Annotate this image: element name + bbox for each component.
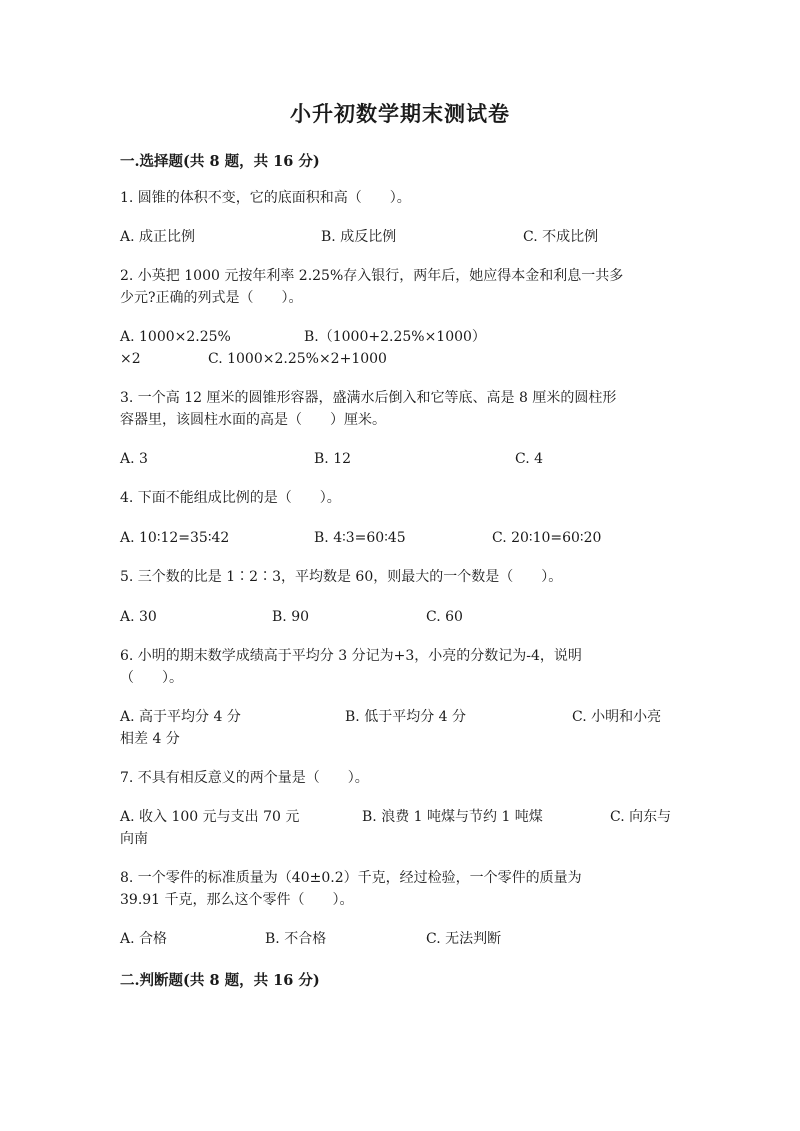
- question-3-option-b: B. 12: [314, 451, 352, 467]
- section-heading-choice: 一.选择题(共 8 题，共 16 分): [120, 153, 320, 170]
- question-6-option-b: B. 低于平均分 4 分: [345, 709, 466, 725]
- question-5-option-c: C. 60: [426, 609, 463, 625]
- question-2-option-a: A. 1000×2.25%: [120, 329, 231, 345]
- question-2-stem-line-2: 少元?正确的列式是（ ）。: [120, 290, 303, 306]
- question-2-stem-line-1: 2. 小英把 1000 元按年利率 2.25%存入银行，两年后，她应得本金和利息一共多: [120, 268, 624, 284]
- question-6-option-c: C. 小明和小亮: [572, 709, 662, 725]
- question-7-option-c: C. 向东与: [610, 809, 672, 825]
- question-6-stem-line-2: （ ）。: [120, 670, 183, 686]
- question-8-stem-line-1: 8. 一个零件的标准质量为（40±0.2）千克，经过检验，一个零件的质量为: [120, 870, 582, 886]
- question-6-option-a: A. 高于平均分 4 分: [120, 709, 241, 725]
- question-1-stem: 1. 圆锥的体积不变，它的底面积和高（ ）。: [120, 190, 411, 206]
- question-4-option-c: C. 20∶10=60∶20: [492, 530, 602, 546]
- question-6-stem-line-1: 6. 小明的期末数学成绩高于平均分 3 分记为+3，小亮的分数记为-4，说明: [120, 648, 582, 664]
- question-8-option-c: C. 无法判断: [426, 931, 502, 947]
- section-heading-judgement: 二.判断题(共 8 题，共 16 分): [120, 972, 320, 989]
- question-4-stem: 4. 下面不能组成比例的是（ ）。: [120, 490, 341, 506]
- question-1-option-c: C. 不成比例: [523, 229, 599, 245]
- question-3-option-c: C. 4: [515, 451, 544, 467]
- question-7-stem: 7. 不具有相反意义的两个量是（ ）。: [120, 770, 369, 786]
- question-3-stem-line-2: 容器里，该圆柱水面的高是（ ）厘米。: [120, 412, 386, 428]
- question-5-option-b: B. 90: [272, 609, 310, 625]
- question-2-option-b-continued: ×2: [120, 351, 141, 367]
- question-1-option-a: A. 成正比例: [120, 229, 196, 245]
- question-4-option-a: A. 10∶12=35∶42: [120, 530, 230, 546]
- question-8-option-b: B. 不合格: [265, 931, 327, 947]
- question-3-option-a: A. 3: [120, 451, 148, 467]
- question-4-option-b: B. 4∶3=60∶45: [314, 530, 406, 546]
- question-7-option-a: A. 收入 100 元与支出 70 元: [120, 809, 300, 825]
- question-2-option-b: B.（1000+2.25%×1000）: [304, 329, 486, 345]
- question-3-stem-line-1: 3. 一个高 12 厘米的圆锥形容器，盛满水后倒入和它等底、高是 8 厘米的圆柱形: [120, 390, 617, 406]
- question-1-option-b: B. 成反比例: [321, 229, 397, 245]
- question-8-option-a: A. 合格: [120, 931, 168, 947]
- page-title: 小升初数学期末测试卷: [290, 101, 510, 126]
- question-8-stem-line-2: 39.91 千克，那么这个零件（ ）。: [120, 892, 354, 908]
- question-6-option-c-continued: 相差 4 分: [120, 731, 180, 747]
- question-7-option-b: B. 浪费 1 吨煤与节约 1 吨煤: [362, 809, 543, 825]
- question-5-option-a: A. 30: [120, 609, 157, 625]
- question-5-stem: 5. 三个数的比是 1∶2∶3，平均数是 60，则最大的一个数是（ ）。: [120, 569, 563, 585]
- question-2-option-c: C. 1000×2.25%×2+1000: [208, 351, 387, 367]
- question-7-option-c-continued: 向南: [120, 831, 148, 847]
